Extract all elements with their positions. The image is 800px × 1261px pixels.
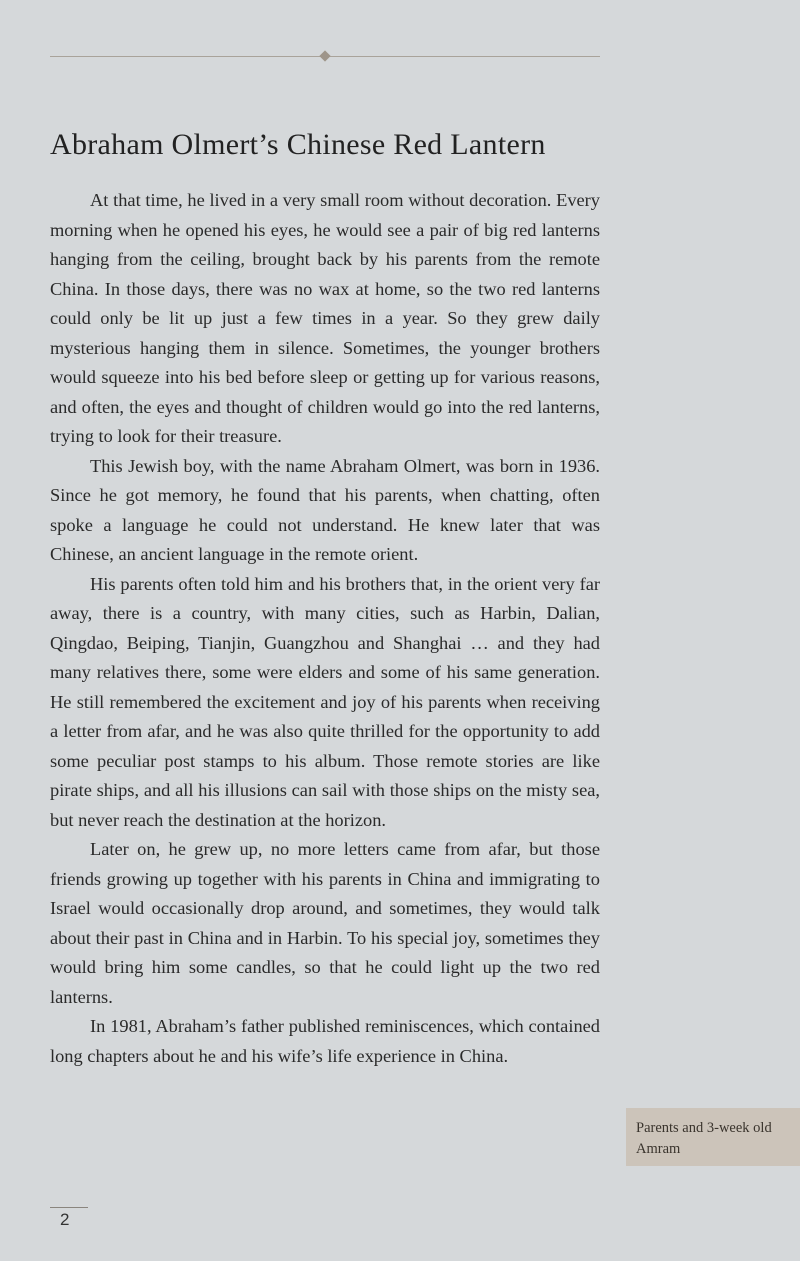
chapter-title: Abraham Olmert’s Chinese Red Lantern (50, 128, 546, 161)
paragraph-4: Later on, he grew up, no more letters came from afar, but those friends growing up together with his parents in China and immigrating to Israel would occasionally drop around, and sometimes, they would talk about their past in China and in Harbin. To his special joy, sometimes they would bring him some candles, so that he could light up the two red lanterns. (50, 839, 600, 1007)
body-text (50, 186, 600, 1071)
page-number: 2 (60, 1210, 70, 1229)
footer-divider (50, 1207, 88, 1208)
paragraph-3: His parents often told him and his brothers that, in the orient very far away, there is a country, with many cities, such as Harbin, Dalian, Qingdao, Beiping, Tianjin, Guangzhou and Shanghai … and they had many relatives there, some were elders and some of his same generation. He still remembered the excitement and joy of his parents when receiving a letter from afar, and he was also quite thrilled for the opportunity to add some peculiar post stamps to his album. Those remote stories are like pirate ships, and all his illusions can sail with those ships on the misty sea, but never reach the destination at the horizon. (50, 573, 600, 830)
paragraph-2: This Jewish boy, with the name Abraham Olmert, was born in 1936. Since he got memory, he found that his parents, when chatting, often spoke a language he could not understand. He knew later that was Chinese, an ancient language in the remote orient. (50, 455, 600, 564)
photo-caption: Parents and 3-week old Amram (626, 1108, 800, 1166)
paragraph-1: At that time, he lived in a very small room without decoration. Every morning when he opened his eyes, he would see a pair of big red lanterns hanging from the ceiling, brought back by his parents from the remote China. In those days, there was no wax at home, so the two red lanterns could only be lit up just a few times in a year. So they grew daily mysterious hanging them in silence. Sometimes, the younger brothers would squeeze into his bed before sleep or getting up for various reasons, and often, the eyes and thought of children would go into the red lanterns, trying to look for their treasure. (50, 190, 600, 446)
divider-ornament-icon (319, 50, 330, 61)
paragraph-5: In 1981, Abraham’s father published reminiscences, which contained long chapters about he and his wife’s life experience in China. (50, 1016, 600, 1066)
